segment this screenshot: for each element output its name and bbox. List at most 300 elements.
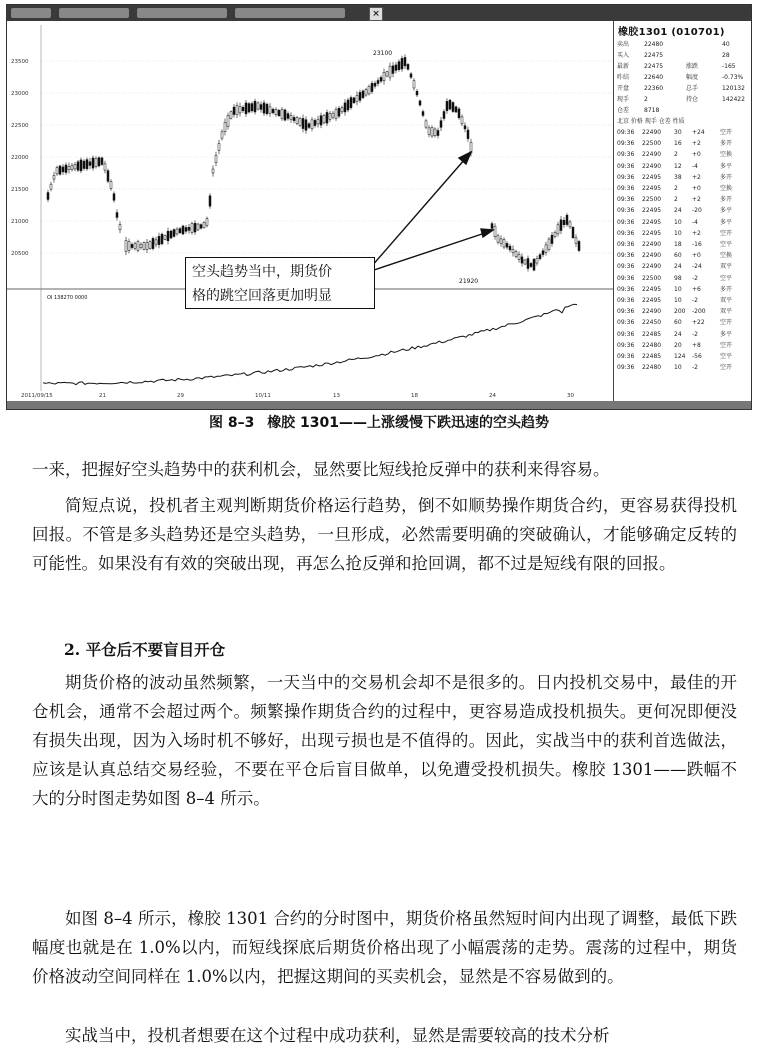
- candle-body: [569, 222, 571, 227]
- candle-body: [536, 258, 538, 263]
- quote-cell: 幅度: [686, 74, 699, 81]
- quote-cell: 10: [674, 218, 682, 226]
- candle-body: [371, 83, 373, 91]
- candle-body: [518, 255, 520, 260]
- tick-row: [614, 149, 752, 160]
- quote-cell: 2: [674, 185, 678, 192]
- candle-body: [395, 65, 397, 70]
- quote-cell: 空换: [720, 151, 733, 159]
- candle-body: [503, 239, 505, 247]
- candle-body: [227, 116, 229, 127]
- quote-cell: 空平: [720, 353, 733, 360]
- candle-body: [407, 64, 409, 69]
- candlestick-chart: [7, 21, 613, 401]
- quote-cell: 空开: [720, 341, 733, 349]
- quote-cell: 空开: [720, 319, 733, 327]
- figure-caption: [0, 412, 758, 432]
- quote-cell: 22490: [642, 263, 662, 271]
- quote-cell: 空换: [720, 252, 733, 260]
- candle-body: [281, 110, 283, 119]
- titlebar-text-blur: [137, 8, 227, 18]
- candle-body: [242, 107, 244, 110]
- candle-body: [398, 62, 400, 70]
- candle-body: [188, 227, 190, 230]
- quote-cell: +2: [692, 173, 701, 181]
- candle-body: [380, 77, 382, 81]
- candle-body: [461, 117, 463, 124]
- callout-line: 空头趋势当中，期货价: [192, 264, 332, 280]
- candle-body: [359, 92, 361, 100]
- candle-body: [491, 224, 493, 229]
- quote-cell: 买入: [617, 52, 630, 59]
- candle-body: [287, 114, 289, 119]
- quote-cell: 12: [674, 162, 682, 170]
- candle-body: [131, 244, 133, 247]
- section-heading: 2. 平仓后不要盲目开仓: [64, 640, 226, 659]
- quote-cell: 多开: [720, 173, 733, 181]
- close-icon[interactable]: ×: [369, 7, 383, 21]
- candle-body: [422, 112, 424, 116]
- candle-body: [545, 245, 547, 253]
- candle-body: [128, 242, 130, 251]
- tick-row: [614, 205, 752, 216]
- quote-cell: 09:36: [617, 185, 635, 192]
- candle-body: [53, 175, 55, 179]
- candle-body: [413, 81, 415, 88]
- candle-body: [155, 240, 157, 244]
- candle-body: [125, 241, 127, 252]
- candle-body: [524, 260, 526, 264]
- candle-body: [383, 72, 385, 80]
- candle-body: [89, 162, 91, 166]
- candle-body: [434, 129, 436, 136]
- candle-body: [347, 100, 349, 110]
- candle-body: [158, 236, 160, 244]
- candle-body: [251, 104, 253, 111]
- candle-body: [95, 158, 97, 166]
- quote-cell: 22495: [642, 297, 662, 304]
- quote-cell: 持仓: [686, 96, 699, 103]
- figure-caption-text: 橡胶 1301——上涨缓慢下跌迅速的空头趋势: [267, 415, 550, 431]
- high-price-label: 23100: [373, 50, 393, 57]
- candle-body: [263, 103, 265, 113]
- candle-body: [269, 107, 271, 113]
- quote-cell: 09:36: [617, 353, 635, 360]
- y-tick-label: 20500: [11, 251, 29, 257]
- candle-body: [512, 249, 514, 252]
- candle-body: [116, 213, 118, 218]
- x-tick-label: 30: [567, 393, 574, 399]
- x-tick-label: 29: [177, 393, 184, 399]
- candle-body: [230, 112, 232, 119]
- candle-body: [419, 101, 421, 105]
- x-tick-label: 18: [411, 393, 418, 399]
- quote-info-row: [614, 105, 752, 116]
- quote-cell: +2: [692, 229, 701, 237]
- candle-body: [428, 128, 430, 135]
- candle-body: [71, 165, 73, 169]
- candle-body: [104, 164, 106, 170]
- candle-body: [323, 115, 325, 123]
- candle-body: [530, 263, 532, 266]
- candle-body: [80, 160, 82, 171]
- candle-body: [560, 220, 562, 231]
- quote-cell: 8718: [644, 107, 660, 114]
- candle-body: [248, 104, 250, 112]
- candle-body: [68, 166, 70, 169]
- quote-cell: 22495: [642, 285, 662, 293]
- candle-body: [140, 244, 142, 247]
- y-tick-label: 21000: [11, 219, 29, 225]
- candle-body: [392, 66, 394, 74]
- candle-body: [47, 193, 49, 200]
- candle-body: [185, 227, 187, 231]
- candle-body: [266, 104, 268, 114]
- quote-cell: 124: [674, 353, 686, 360]
- paragraph: 期货价格的波动虽然频繁，一天当中的交易机会却不是很多的。日内投机交易中，最佳的开仓机会，通常不会超过两个。频繁操作期货合约的过程中，更容易造成投机损失。更何况即便没有损失出现，因为入场时机不够好，出现亏损也是不值得的。因此，实战当中的获利首选做法，应该是认真总结交易经验，不要在平仓后盲目做单，以免遭受投机损失。橡胶 1301——跌幅不大的分时图走势如图 8–4 所示。: [32, 673, 737, 808]
- quote-cell: 22475: [644, 63, 664, 70]
- titlebar-text-blur: [11, 8, 51, 18]
- quote-cell: 2: [644, 96, 648, 103]
- low-price-label: 21920: [459, 278, 479, 285]
- quote-cell: +2: [692, 196, 701, 204]
- candle-body: [173, 230, 175, 237]
- candle-body: [149, 242, 151, 249]
- candle-body: [326, 112, 328, 123]
- quote-cell: 22500: [642, 196, 662, 204]
- paragraph: 简短点说，投机者主观判断期货价格运行趋势，倒不如顺势操作期货合约，更容易获得投机回报。不管是多头趋势还是空头趋势，一旦形成，必然需要明确的突破确认，才能够确定反转的可能性。如果没有有效的突破出现，再怎么抢反弹和抢回调，都不过是短线有限的回报。: [32, 496, 737, 573]
- candle-body: [83, 161, 85, 168]
- tick-row: [614, 329, 752, 340]
- quote-cell: 09:36: [617, 330, 635, 338]
- tick-row: [614, 239, 752, 250]
- candle-body: [56, 168, 58, 174]
- quote-cell: 昨结: [617, 74, 630, 81]
- tick-row: [614, 261, 752, 272]
- candle-body: [446, 101, 448, 110]
- status-strip: [7, 401, 751, 409]
- quote-cell: 22480: [642, 364, 662, 372]
- quote-cell: 22480: [642, 341, 662, 349]
- quote-cell: 22495: [642, 173, 662, 181]
- quote-cell: 09:36: [617, 364, 635, 372]
- candle-body: [200, 225, 202, 229]
- quote-info-row: [614, 72, 752, 83]
- quote-cell: 现手: [617, 96, 630, 103]
- candle-body: [437, 130, 439, 135]
- candle-body: [521, 257, 523, 263]
- candle-body: [443, 112, 445, 119]
- candle-body: [449, 100, 451, 109]
- candle-body: [209, 196, 211, 206]
- chart-callout: [185, 257, 375, 309]
- candle-body: [377, 80, 379, 83]
- candle-body: [344, 103, 346, 112]
- candle-body: [353, 98, 355, 103]
- candle-body: [203, 222, 205, 227]
- quote-cell: -165: [722, 63, 736, 70]
- quote-cell: 09:36: [617, 140, 635, 148]
- quote-cell: 22500: [642, 274, 662, 282]
- tick-row: [614, 362, 752, 373]
- quote-cell: 双平: [720, 263, 733, 271]
- candle-body: [50, 184, 52, 189]
- quote-cell: 40: [722, 41, 730, 48]
- quote-cell: +0: [692, 252, 701, 260]
- x-tick-label: 13: [333, 393, 340, 399]
- quote-cell: 120132: [722, 85, 745, 92]
- quote-cell: 多开: [720, 140, 733, 148]
- quote-cell: 09:36: [617, 274, 635, 282]
- figure-label: 图 8–3: [208, 415, 255, 431]
- candle-body: [206, 219, 208, 226]
- candle-body: [98, 158, 100, 166]
- candle-body: [62, 167, 64, 172]
- quote-cell: 多开: [720, 196, 733, 204]
- paragraph: 实战当中，投机者想要在这个过程中成功获利，显然是需要较高的技术分析: [65, 1026, 610, 1045]
- quote-cell: 22450: [642, 319, 662, 327]
- quote-cell: 仓差: [617, 107, 630, 114]
- candle-body: [101, 158, 103, 165]
- quote-cell: 空换: [720, 185, 733, 192]
- quote-cell: 双平: [720, 297, 733, 304]
- candle-body: [194, 223, 196, 232]
- candle-body: [425, 121, 427, 127]
- candle-body: [572, 227, 574, 238]
- candle-body: [119, 225, 121, 230]
- quote-cell: 24: [674, 207, 682, 215]
- candle-body: [161, 234, 163, 244]
- quote-cell: 09:36: [617, 241, 635, 248]
- y-tick-label: 22500: [11, 123, 29, 129]
- quote-cell: 09:36: [617, 263, 635, 271]
- quote-cell: 98: [674, 274, 682, 282]
- candle-body: [170, 231, 172, 238]
- candle-body: [332, 113, 334, 117]
- quote-cell: 09:36: [617, 308, 635, 316]
- candle-body: [338, 108, 340, 116]
- candle-body: [278, 110, 280, 116]
- quote-cell: -16: [692, 241, 702, 248]
- quote-cell: +24: [692, 129, 705, 136]
- tick-row: [614, 127, 752, 138]
- window-titlebar: [7, 5, 751, 21]
- quote-cell: 22485: [642, 353, 662, 360]
- candle-body: [575, 238, 577, 244]
- quote-cell: 200: [674, 308, 686, 316]
- candle-body: [146, 243, 148, 250]
- candle-body: [356, 95, 358, 101]
- quote-cell: 22495: [642, 185, 662, 192]
- quote-cell: +2: [692, 140, 701, 148]
- chart-panel: [7, 21, 613, 401]
- candle-body: [182, 226, 184, 234]
- y-tick-label: 22000: [11, 155, 29, 161]
- candle-body: [341, 108, 343, 112]
- candle-body: [86, 160, 88, 169]
- candle-body: [497, 236, 499, 242]
- candle-body: [197, 224, 199, 230]
- candle-body: [167, 231, 169, 241]
- quote-cell: 22490: [642, 129, 662, 136]
- quote-cell: 09:36: [617, 207, 635, 215]
- quote-cell: 28: [722, 52, 730, 59]
- candle-body: [212, 169, 214, 173]
- candle-body: [515, 252, 517, 257]
- candle-body: [233, 107, 235, 114]
- quote-cell: 22490: [642, 162, 662, 170]
- candle-body: [554, 232, 556, 236]
- quote-cell: 18: [674, 241, 682, 248]
- quote-cell: 双平: [720, 308, 733, 316]
- quote-cell: 22500: [642, 140, 662, 148]
- tick-row: [614, 217, 752, 228]
- quote-cell: 16: [674, 140, 682, 148]
- quote-info-row: [614, 94, 752, 105]
- quote-cell: 22495: [642, 207, 662, 215]
- candle-body: [509, 246, 511, 250]
- paragraph: 一来，把握好空头趋势中的获利机会，显然要比短线抢反弹中的获利来得容易。: [32, 460, 610, 479]
- x-tick-label: 24: [489, 393, 496, 399]
- quote-cell: 空开: [720, 229, 733, 237]
- y-tick-label: 21500: [11, 187, 29, 193]
- candle-body: [305, 120, 307, 131]
- quote-info-row: [614, 61, 752, 72]
- candle-body: [164, 236, 166, 240]
- quote-cell: 多平: [720, 218, 733, 226]
- candle-body: [563, 220, 565, 224]
- candle-body: [548, 239, 550, 250]
- quote-cell: +22: [692, 319, 705, 327]
- y-tick-label: 23500: [11, 59, 29, 65]
- candle-body: [113, 194, 115, 201]
- quote-cell: 09:36: [617, 341, 635, 349]
- tick-row: [614, 351, 752, 362]
- quote-cell: 多平: [720, 162, 733, 170]
- tick-row: [614, 228, 752, 239]
- tick-row: [614, 172, 752, 183]
- quote-header-row: [614, 116, 752, 127]
- candle-body: [152, 238, 154, 248]
- candle-body: [578, 241, 580, 250]
- tick-row: [614, 183, 752, 194]
- tick-row: [614, 138, 752, 149]
- candle-body: [92, 158, 94, 168]
- candle-body: [296, 118, 298, 124]
- candle-body: [176, 229, 178, 234]
- candle-body: [410, 74, 412, 77]
- candle-body: [551, 235, 553, 243]
- quote-cell: 空开: [720, 364, 733, 372]
- candle-body: [542, 251, 544, 255]
- candle-body: [302, 118, 304, 128]
- candle-body: [464, 126, 466, 129]
- paragraph: 如图 8–4 所示，橡胶 1301 合约的分时图中，期货价格虽然短时间内出现了调整，最低下跌幅度也就是在 1.0%以内，而短线探底后期货价格出现了小幅震荡的走势。震荡的过程中，期货价格波动空间同样在 1.0%以内，把握这期间的买卖机会，显然是不容易做到的。: [32, 909, 737, 986]
- quote-cell: 22480: [644, 41, 664, 48]
- candle-body: [137, 242, 139, 251]
- candle-body: [143, 243, 145, 250]
- quote-cell: 60: [674, 319, 682, 327]
- candle-body: [389, 66, 391, 77]
- candle-body: [404, 57, 406, 65]
- quote-cell: -20: [692, 207, 702, 215]
- candle-body: [74, 164, 76, 169]
- candle-body: [431, 128, 433, 136]
- candle-body: [350, 98, 352, 108]
- candle-body: [221, 132, 223, 138]
- quote-cell: 涨跌: [686, 63, 699, 70]
- candle-body: [368, 86, 370, 94]
- quote-cell: 10: [674, 229, 682, 237]
- quote-cell: 09:36: [617, 285, 635, 293]
- quote-cell: 空平: [720, 274, 733, 282]
- candle-body: [455, 107, 457, 112]
- quote-cell: 30: [674, 129, 682, 136]
- quote-cell: 北京 价格 现手 仓差 性质: [617, 118, 685, 125]
- quote-cell: 22495: [642, 218, 662, 226]
- quote-cell: -2: [692, 364, 698, 372]
- tick-row: [614, 306, 752, 317]
- candle-body: [386, 72, 388, 76]
- quote-cell: 空平: [720, 241, 733, 248]
- quote-cell: 2: [674, 151, 678, 159]
- quote-panel: [613, 21, 752, 401]
- candle-body: [179, 229, 181, 233]
- candle-body: [401, 58, 403, 69]
- candle-body: [284, 110, 286, 120]
- candle-body: [329, 114, 331, 120]
- quote-cell: 09:36: [617, 129, 635, 136]
- quote-cell: 22485: [642, 330, 662, 338]
- quote-cell: 20: [674, 341, 682, 349]
- quote-cell: 卖出: [617, 41, 630, 48]
- tick-row: [614, 284, 752, 295]
- candle-body: [107, 171, 109, 182]
- quote-cell: 09:36: [617, 196, 635, 204]
- x-tick-label: 10/11: [255, 393, 271, 399]
- quote-info-row: [614, 83, 752, 94]
- candle-body: [557, 225, 559, 234]
- candle-body: [224, 122, 226, 131]
- quote-cell: -2: [692, 330, 698, 338]
- candle-body: [254, 101, 256, 112]
- quote-cell: 22360: [644, 85, 664, 92]
- candle-body: [440, 121, 442, 128]
- tick-row: [614, 161, 752, 172]
- candle-body: [311, 120, 313, 129]
- candle-body: [308, 124, 310, 128]
- quote-cell: 09:36: [617, 297, 635, 304]
- figure: [6, 4, 752, 410]
- candle-body: [65, 165, 67, 172]
- candle-body: [416, 91, 418, 95]
- candle-body: [317, 120, 319, 124]
- quote-cell: 最新: [617, 63, 630, 70]
- quote-cell: 24: [674, 263, 682, 271]
- quote-cell: -200: [692, 308, 706, 316]
- candle-body: [218, 144, 220, 151]
- tick-row: [614, 273, 752, 284]
- quote-cell: -24: [692, 263, 702, 271]
- quote-cell: 22640: [644, 74, 664, 81]
- candle-body: [539, 255, 541, 259]
- quote-cell: 2: [674, 196, 678, 204]
- quote-cell: 09:36: [617, 252, 635, 260]
- candle-body: [77, 162, 79, 170]
- candle-body: [245, 103, 247, 114]
- quote-cell: 多开: [720, 285, 733, 293]
- quote-cell: 总手: [686, 85, 699, 92]
